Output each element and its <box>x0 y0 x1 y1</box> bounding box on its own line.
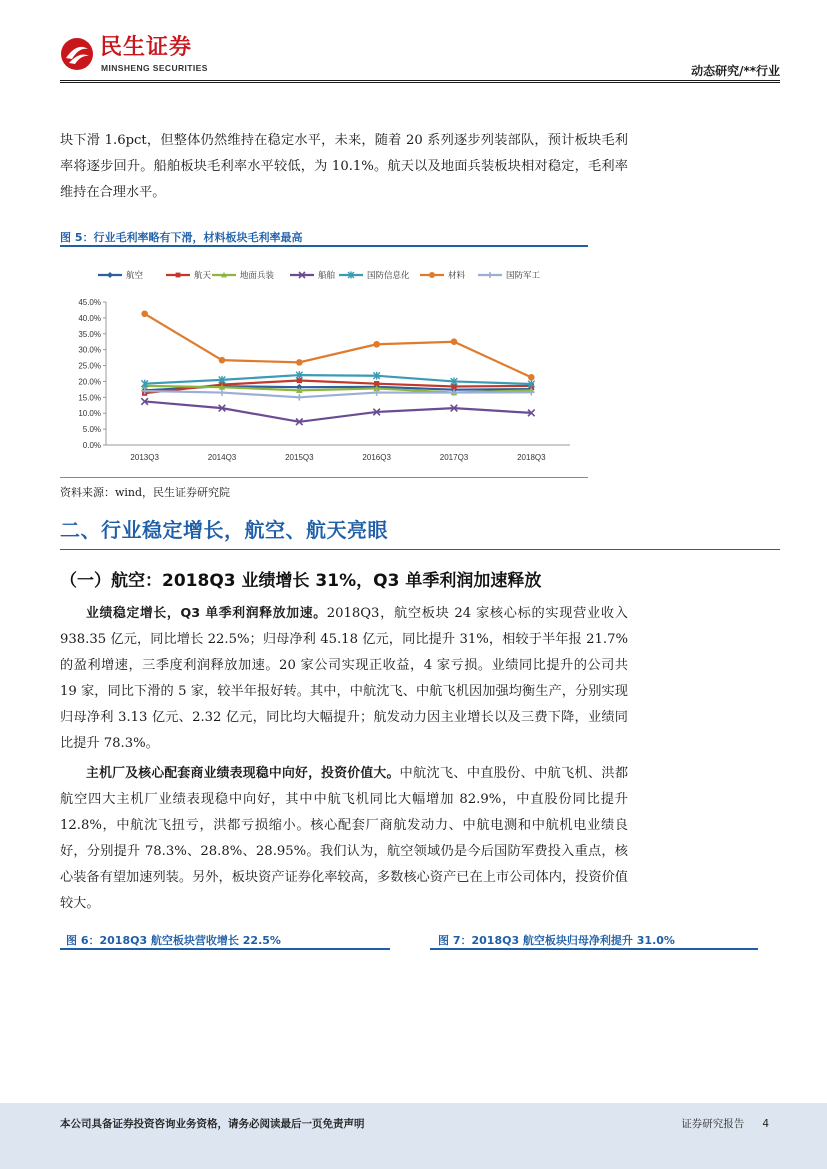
series-船舶 <box>141 398 534 425</box>
y-tick-label: 40.0% <box>78 313 101 323</box>
series-line <box>145 401 532 421</box>
data-point <box>451 338 458 345</box>
legend-item <box>478 270 541 280</box>
chart-legend <box>98 270 541 280</box>
x-tick-label: 2016Q3 <box>362 453 391 462</box>
data-point <box>429 272 435 278</box>
section-heading: 二、行业稳定增长，航空、航天亮眼 <box>60 518 388 542</box>
subsection-heading: （一）航空：2018Q3 业绩增长 31%，Q3 单季利润加速释放 <box>60 571 542 591</box>
figure6-title: 图 6：2018Q3 航空板块营收增长 22.5% <box>66 934 281 947</box>
page-footer <box>0 1103 827 1169</box>
data-point <box>141 310 148 317</box>
logo-chinese-name: 民生证券 <box>100 35 193 60</box>
legend-label: 地面兵装 <box>240 270 275 280</box>
y-tick-label: 20.0% <box>78 377 101 387</box>
data-point <box>107 272 113 278</box>
gross-margin-line-chart <box>60 252 588 474</box>
figure7-title: 图 7：2018Q3 航空板块归母净利提升 31.0% <box>438 934 675 947</box>
legend-label: 材料 <box>448 270 466 280</box>
chart-x-axis <box>106 445 570 462</box>
paragraph-oem-lead: 主机厂及核心配套商业绩表现稳中向好，投资价值大。 <box>86 766 400 781</box>
figure7-title-rule <box>430 948 758 950</box>
logo-english-name: MINSHENG SECURITIES <box>101 63 208 73</box>
data-point <box>219 357 226 364</box>
chart-y-axis <box>78 298 106 450</box>
footer-report-label: 证券研究报告 <box>681 1118 745 1130</box>
legend-item <box>212 270 275 280</box>
legend-label: 国防军工 <box>506 270 541 280</box>
y-tick-label: 10.0% <box>78 409 101 419</box>
data-point <box>296 359 303 366</box>
paragraph-oem-body: 中航沈飞、中直股份、中航飞机、洪都航空四大主机厂业绩表现稳中向好，其中中航飞机同比大幅增加 82.9%，中直股份同比提升 12.8%，中航沈飞扭亏，洪都亏损缩小。核心配套厂商航发动力、中航电测和中航机电业绩良好，分别提升 78.3%、28.8%、28.95%。我们认为，航空领域仍是今后国防军费投入重点，核心装备有望加速列装。另外，板块资产证券化率较高，多数核心资产已在上市公司体内，投资价值较大。 <box>60 766 629 911</box>
figure5-source: 资料来源：wind，民生证券研究院 <box>60 486 231 499</box>
data-point <box>176 273 181 278</box>
figure6-title-rule <box>60 948 390 950</box>
y-tick-label: 0.0% <box>82 441 101 450</box>
footer-right <box>681 1116 769 1131</box>
x-tick-label: 2017Q3 <box>439 453 469 462</box>
x-tick-label: 2015Q3 <box>285 453 314 462</box>
series-材料 <box>141 310 534 380</box>
y-tick-label: 25.0% <box>78 361 101 371</box>
x-tick-label: 2013Q3 <box>130 453 159 462</box>
y-tick-label: 5.0% <box>82 425 101 435</box>
x-tick-label: 2018Q3 <box>517 453 546 462</box>
series-line <box>145 314 532 378</box>
y-tick-label: 35.0% <box>78 329 101 339</box>
legend-item <box>290 270 336 280</box>
y-tick-label: 45.0% <box>78 298 101 307</box>
figure5-title-rule <box>60 245 588 247</box>
series-line <box>145 391 532 397</box>
section-heading-rule <box>60 549 780 550</box>
paragraph-performance <box>60 601 628 757</box>
y-tick-label: 30.0% <box>78 345 101 355</box>
paragraph-oem <box>60 761 628 917</box>
footer-page-number: 4 <box>762 1118 769 1130</box>
header-divider <box>60 80 780 81</box>
header-divider-thin <box>60 82 780 83</box>
paragraph-performance-body: 2018Q3，航空板块 24 家核心标的实现营业收入 938.35 亿元，同比增长 22.5%；归母净利 45.18 亿元，同比提升 31%，相较于半年报 21.7%的盈利增速，三季度利润释放加速。20 家公司实现正收益，4 家亏损。业绩同比提升的公司共 19 家，同比下滑的 5 家，较半年报好转。其中，中航沈飞、中航飞机因加强均衡生产，分别实现归母净利 3.13 亿元、2.32 亿元，同比均大幅提升；航发动力因主业增长以及三费下降，业绩同比提升 78.3%。 <box>60 606 628 751</box>
legend-item <box>339 270 410 280</box>
x-tick-label: 2014Q3 <box>207 453 237 462</box>
page-header <box>0 0 827 85</box>
minsheng-logo-icon <box>60 37 94 71</box>
legend-label: 航天 <box>194 270 212 280</box>
data-point <box>487 272 493 278</box>
source-rule <box>60 477 588 478</box>
report-type: 动态研究/**行业 <box>691 64 780 78</box>
y-tick-label: 15.0% <box>78 393 101 403</box>
legend-item <box>166 270 212 280</box>
intro-paragraph: 块下滑 1.6pct，但整体仍然维持在稳定水平，未来，随着 20 系列逐步列装部队，预计板块毛利率将逐步回升。船舶板块毛利率水平较低，为 10.1%。航天以及地面兵装板块相对稳定，毛利率维持在合理水平。 <box>60 133 628 200</box>
data-point <box>296 394 303 401</box>
data-point <box>219 389 226 396</box>
legend-item <box>420 270 466 280</box>
legend-item <box>98 270 144 280</box>
chart-series <box>141 310 534 425</box>
footer-disclaimer: 本公司具备证券投资咨询业务资格，请务必阅读最后一页免责声明 <box>60 1118 365 1130</box>
paragraph-performance-lead: 业绩稳定增长，Q3 单季利润释放加速。 <box>86 606 327 621</box>
legend-label: 航空 <box>126 270 144 280</box>
legend-label: 船舶 <box>318 270 336 280</box>
data-point <box>528 374 535 381</box>
data-point <box>373 341 380 348</box>
legend-label: 国防信息化 <box>367 270 410 280</box>
figure5-title: 图 5：行业毛利率略有下滑，材料板块毛利率最高 <box>60 231 303 244</box>
